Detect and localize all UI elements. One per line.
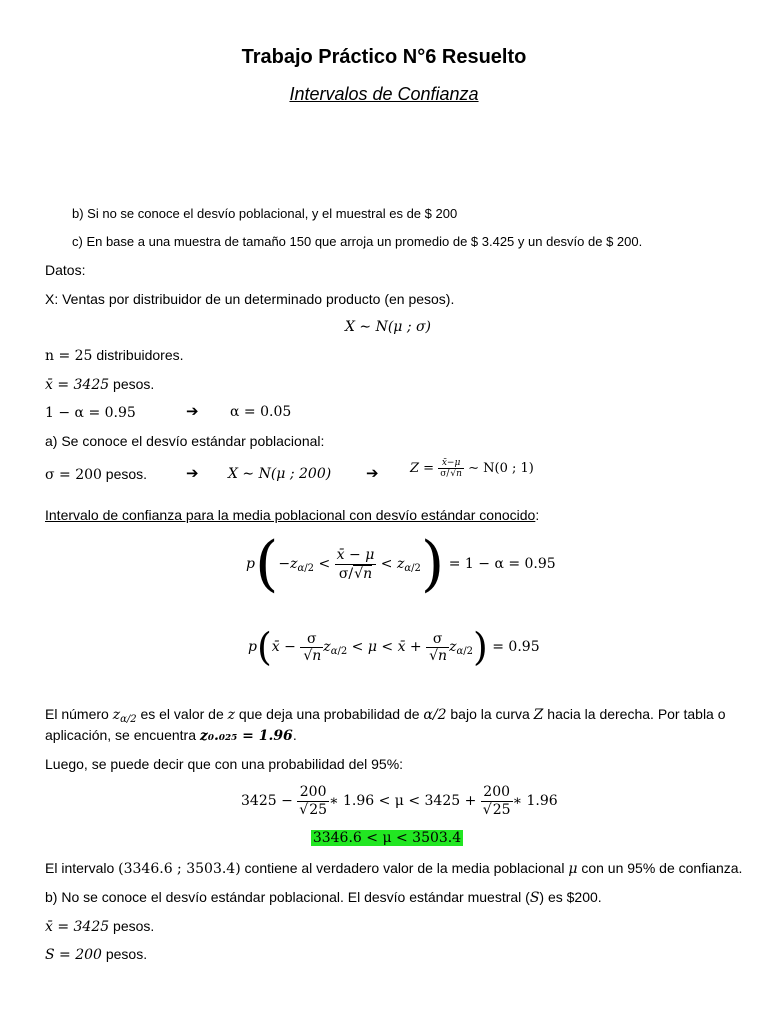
n-text: distribuidores. [92, 347, 184, 363]
eq1-rhs: = 1 − α = 0.95 [448, 556, 556, 572]
z-dist: ∼ N(0 ; 1) [468, 461, 534, 476]
interval-heading-line [45, 507, 539, 523]
n-math: n = 25 [45, 348, 93, 364]
interval-result [0, 830, 768, 846]
part-b-heading: b) No se conoce el desvío estándar poblacional. El desvío estándar muestral (S) es $200. [45, 889, 602, 906]
datos-label: Datos: [45, 262, 86, 278]
explanation-line-1: El número $z_{\alpha/2}$ es el valor de z que deja una probabilidad de α/2 bajo la curva Z hacia la derecha. Por tabla o [45, 706, 726, 725]
eq2-rhs: = 0.95 [492, 639, 540, 655]
heading-colon: : [535, 507, 540, 523]
part-a-heading: a) Se conoce el desvío estándar poblacional: [45, 433, 325, 449]
document-subtitle: Intervalos de Confianza [289, 84, 479, 104]
probability-equation-1: $p(-z_{\alpha/2}$ < $\frac{x̄ - \mu}{\sigma/√n}$ < $z_{\alpha/2}) = 1 - \alpha = 0.95$ [246, 529, 556, 599]
explanation-line-2: aplicación, se encuentra z₀.₀₂₅ = 1.96. [45, 727, 297, 744]
xbar-text: pesos. [109, 376, 155, 392]
arrow-icon: ➔ [186, 464, 199, 482]
interval-calculation: 3425 − $\frac{200}{√25}$ ∗ 1.96 < μ < 3425 + $\frac{200}{√25}$ ∗ 1.96 [241, 783, 558, 818]
dist2-math: X ∼ N(μ ; 200) [228, 466, 332, 482]
item-c: c) En base a una muestra de tamaño 150 que arroja un promedio de $ 3.425 y un desvío de $ 200. [72, 234, 643, 249]
interval-heading: Intervalo de confianza para la media poblacional con desvío estándar conocido [45, 507, 536, 523]
probability-equation-2: p(x̄ − $\frac{\sigma}{√n}$ $z_{\alpha/2} < \mu$ < x̄ + $\frac{\sigma}{√n}$ $z_{\alpha/2}) = 0.95$ [248, 625, 540, 669]
arrow-icon: ➔ [366, 464, 379, 482]
alpha-math: α = 0.05 [230, 404, 292, 420]
arrow-icon: ➔ [186, 402, 199, 420]
highlighted-result: 3346.6 < μ < 3503.4 [312, 830, 462, 846]
confidence-line [45, 404, 136, 421]
document-title: Trabajo Práctico N°6 Resuelto [241, 46, 527, 68]
item-b: b) Si no se conoce el desvío poblacional, y el muestral es de $ 200 [72, 206, 458, 221]
confidence-math: 1 − α = 0.95 [45, 405, 136, 421]
part-b-xbar-line: x̄ = 3425 pesos. [45, 918, 155, 935]
xbar-line [45, 376, 154, 393]
sigma-line [45, 466, 147, 483]
z-standardization: Z = $\frac{x̄-\mu}{\sigma/√n}$ ∼ N(0 ; 1) [410, 458, 534, 479]
conclusion-line: El intervalo (3346.6 ; 3503.4) contiene al verdadero valor de la media poblacional μ con un 95% de confianza. [45, 860, 743, 877]
sigma-math: σ = 200 [45, 467, 102, 483]
z-value: z₀.₀₂₅ = 1.96 [199, 728, 293, 744]
xbar-math: x̄ = 3425 [45, 377, 110, 393]
luego-line: Luego, se puede decir que con una probabilidad del 95%: [45, 756, 404, 772]
n-line [45, 347, 184, 364]
distribution-formula: X ∼ N(μ ; σ) [344, 319, 432, 335]
x-definition: X: Ventas por distribuidor de un determinado producto (en pesos). [45, 291, 455, 307]
sigma-text: pesos. [101, 466, 148, 482]
part-b-s-line: S = 200 pesos. [45, 946, 148, 963]
